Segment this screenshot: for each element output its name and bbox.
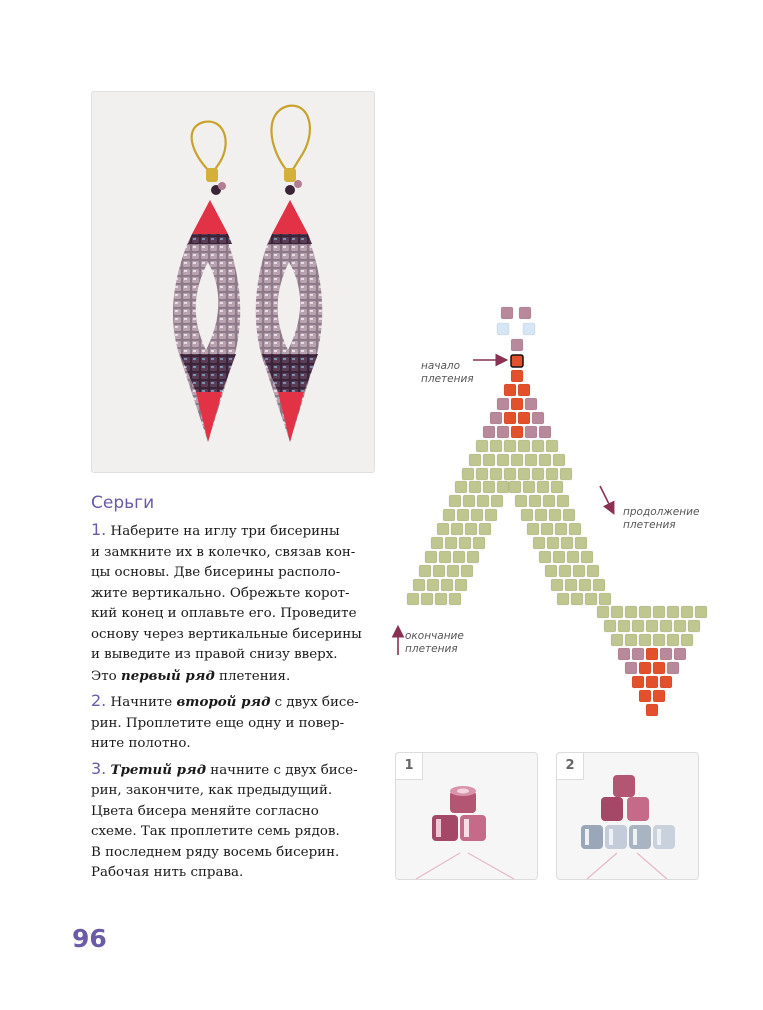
step-2-number: 2. [91, 691, 107, 710]
bead [555, 523, 567, 535]
bead [473, 537, 485, 549]
bead [476, 468, 488, 480]
bead [695, 606, 707, 618]
step-1-line-3: цы основы. Две бисерины располо- [91, 565, 341, 580]
bead [674, 648, 686, 660]
step-3-line-5: В последнем ряду восемь бисерин. [91, 844, 340, 860]
bead [509, 481, 521, 493]
bead [535, 509, 547, 521]
bead [511, 426, 523, 438]
bead [527, 523, 539, 535]
bead [511, 454, 523, 466]
bead [632, 620, 644, 632]
bead [571, 593, 583, 605]
bead [611, 634, 623, 646]
step-1-line-7: и выведите из правой снизу вверх. [91, 647, 338, 662]
bead [660, 620, 672, 632]
bead [597, 606, 609, 618]
first-row-term: первый ряд [120, 667, 215, 684]
bead [543, 495, 555, 507]
bead [539, 454, 551, 466]
bead [483, 426, 495, 438]
bead [518, 412, 530, 424]
right-earring [256, 106, 323, 442]
bead [667, 662, 679, 674]
bead [561, 537, 573, 549]
bead [457, 509, 469, 521]
bead [443, 509, 455, 521]
bead [497, 398, 509, 410]
bead [523, 323, 535, 335]
bead [447, 565, 459, 577]
bead [497, 481, 509, 493]
bead [461, 565, 473, 577]
bead [525, 426, 537, 438]
bead [547, 537, 559, 549]
bead [490, 412, 502, 424]
end-label: окончание плетения [405, 630, 464, 655]
bead [646, 620, 658, 632]
step-2 [91, 691, 371, 755]
left-earring [173, 122, 240, 442]
bead [653, 606, 665, 618]
bead [421, 593, 433, 605]
bead [545, 565, 557, 577]
bead [546, 440, 558, 452]
bead [476, 440, 488, 452]
bead [427, 579, 439, 591]
bead [491, 495, 503, 507]
bead [557, 593, 569, 605]
bead [593, 579, 605, 591]
step-1-line-2: и замкните их в колечко, связав кон- [91, 544, 356, 560]
step-1-line-6: основу через вертикальные бисерины [91, 626, 362, 642]
beading-diagram [385, 300, 725, 745]
bead [504, 384, 516, 396]
bead [546, 468, 558, 480]
bead [539, 551, 551, 563]
earrings-illustration [92, 92, 374, 472]
bead [639, 690, 651, 702]
step-3-number: 3. [91, 758, 107, 778]
step-1-number: 1. [91, 520, 107, 539]
step-photo-1-number: 1 [396, 753, 423, 780]
step-3-line-3: Цвета бисера меняйте согласно [91, 803, 319, 819]
bead [653, 662, 665, 674]
bead [639, 662, 651, 674]
continue-label: продолжение плетения [623, 506, 700, 531]
bead [537, 481, 549, 493]
bead [469, 481, 481, 493]
bead [497, 426, 509, 438]
bead [501, 307, 513, 319]
bead [518, 384, 530, 396]
bead [618, 620, 630, 632]
step-2-line-1: 2. Начните второй ряд с двух бисе- [91, 691, 359, 710]
bead [625, 662, 637, 674]
bead [455, 481, 467, 493]
bead [559, 565, 571, 577]
step-photo-2 [556, 752, 699, 880]
bead [453, 551, 465, 563]
bead [532, 468, 544, 480]
bead [437, 523, 449, 535]
bead [553, 454, 565, 466]
bead [625, 634, 637, 646]
bead [479, 523, 491, 535]
bead [511, 370, 523, 382]
bead [681, 606, 693, 618]
step-3-line-4: схеме. Так проплетите семь рядов. [91, 824, 340, 839]
bead [523, 481, 535, 493]
bead [407, 593, 419, 605]
earrings-photo [91, 91, 375, 473]
bead [646, 676, 658, 688]
bead [449, 593, 461, 605]
bead [632, 676, 644, 688]
bead [581, 551, 593, 563]
bead [639, 634, 651, 646]
bead [579, 579, 591, 591]
step-3-line-6: Рабочая нить справа. [91, 865, 244, 880]
bead [455, 579, 467, 591]
second-row-term: второй ряд [176, 694, 271, 710]
bead [569, 523, 581, 535]
bead [413, 579, 425, 591]
step-2-line-3: ните полотно. [91, 736, 191, 751]
step-1-line-1: 1. Наберите на иглу три бисерины [91, 520, 340, 539]
bead [667, 606, 679, 618]
step-3 [91, 759, 371, 884]
bead [688, 620, 700, 632]
continue-arrow-icon [600, 486, 613, 512]
bead [557, 495, 569, 507]
bead [490, 440, 502, 452]
bead [563, 509, 575, 521]
bead [529, 495, 541, 507]
bead [565, 579, 577, 591]
bead [585, 593, 597, 605]
bead [445, 537, 457, 549]
bead [467, 551, 479, 563]
bead [625, 606, 637, 618]
section-title: Серьги [91, 493, 155, 513]
bead [504, 412, 516, 424]
step-1 [91, 520, 371, 687]
bead [459, 537, 471, 549]
bead [518, 440, 530, 452]
bead [599, 593, 611, 605]
bead [532, 440, 544, 452]
bead [660, 648, 672, 660]
bead [497, 323, 509, 335]
bead [519, 307, 531, 319]
bead [560, 468, 572, 480]
bead [573, 565, 585, 577]
bead [681, 634, 693, 646]
bead [504, 440, 516, 452]
bead [539, 426, 551, 438]
bead [532, 412, 544, 424]
bead [465, 523, 477, 535]
bead [653, 690, 665, 702]
bead [639, 606, 651, 618]
bead [490, 468, 502, 480]
bead [477, 495, 489, 507]
bead [431, 537, 443, 549]
bead [515, 495, 527, 507]
bead [674, 620, 686, 632]
step-1-line-8: Это первый ряд плетения. [91, 667, 291, 684]
bead [449, 495, 461, 507]
step-3-line-2: рин, закончите, как предыдущий. [91, 783, 333, 798]
bead [497, 454, 509, 466]
bead [463, 495, 475, 507]
bead [553, 551, 565, 563]
bead [419, 565, 431, 577]
step-photo-1 [395, 752, 538, 880]
bead [462, 468, 474, 480]
bead [646, 648, 658, 660]
bead [646, 704, 658, 716]
bead [441, 579, 453, 591]
bead [518, 468, 530, 480]
bead [549, 509, 561, 521]
bead [541, 523, 553, 535]
bead [439, 551, 451, 563]
bead [435, 593, 447, 605]
bead [469, 454, 481, 466]
bead [483, 481, 495, 493]
step-1-line-4: жите вертикально. Обрежьте корот- [91, 585, 350, 601]
bead [525, 398, 537, 410]
step-3-line-1: 3. Третий ряд начните с двух бисе- [91, 758, 358, 778]
bead [511, 398, 523, 410]
bead [611, 606, 623, 618]
step-1-line-5: кий конец и оплавьте его. Проведите [91, 606, 357, 621]
third-row-term: Третий ряд [110, 761, 207, 778]
bead [485, 509, 497, 521]
bead [587, 565, 599, 577]
bead [433, 565, 445, 577]
bead [618, 648, 630, 660]
bead [511, 339, 523, 351]
step-photo-2-number: 2 [557, 753, 584, 780]
bead [575, 537, 587, 549]
bead [551, 579, 563, 591]
start-bead [511, 355, 523, 367]
bead [567, 551, 579, 563]
bead [471, 509, 483, 521]
bead [660, 676, 672, 688]
bead [483, 454, 495, 466]
bead [521, 509, 533, 521]
start-label: начало плетения [421, 360, 474, 385]
bead [451, 523, 463, 535]
step-2-line-2: рин. Проплетите еще одну и повер- [91, 715, 345, 731]
bead [551, 481, 563, 493]
bead [425, 551, 437, 563]
bead [504, 468, 516, 480]
bead [667, 634, 679, 646]
bead [525, 454, 537, 466]
bead [604, 620, 616, 632]
page-number: 96 [72, 924, 107, 953]
bead [653, 634, 665, 646]
instructions-text [91, 520, 371, 884]
bead [632, 648, 644, 660]
bead [533, 537, 545, 549]
